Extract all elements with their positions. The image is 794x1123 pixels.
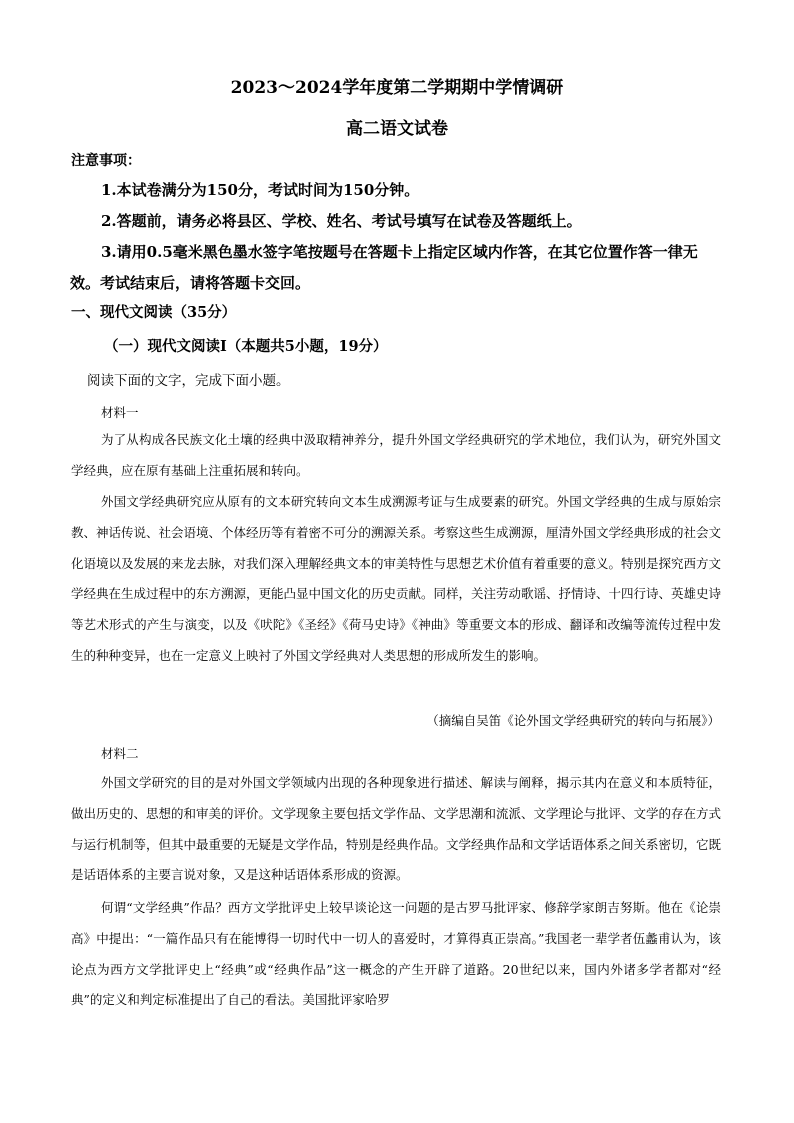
material-1-source: （摘编自吴笛《论外国文学经典研究的转向与拓展》） (426, 713, 720, 728)
material-2-label: 材料二 (101, 746, 139, 761)
notice-item-3: 3.请用0.5毫米黑色墨水签字笔按题号在答题卡上指定区域内作答，在其它位置作答一律无效。考试结束后，请将答题卡交回。 (70, 243, 698, 292)
notice-item-2: 2.答题前，请务必将县区、学校、姓名、考试号填写在试卷及答题纸上。 (101, 212, 582, 230)
material-1-label: 材料一 (101, 405, 139, 420)
section-title: 一、现代文阅读（35分） (71, 304, 237, 321)
subsection-title: （一）现代文阅读Ⅰ（本题共5小题，19分） (104, 338, 388, 355)
document-subtitle: 高二语文试卷 (346, 119, 448, 139)
reading-instruction: 阅读下面的文字，完成下面小题。 (87, 373, 290, 389)
material-2-paragraph-1: 外国文学研究的目的是对外国文学领域内出现的各种现象进行描述、解读与阐释，揭示其内在意义和本质特征，做出历史的、思想的和审美的评价。文学现象主要包括文学作品、文学思潮和流派、文学理论与批评、文学的存在方式与运行机制等，但其中最重要的无疑是文学作品，特别是经典作品。文学经典作品和文学话语体系之间关系密切，它既是话语体系的主要言说对象，又是这种话语体系形成的资源。 (71, 775, 722, 883)
document-title: 2023～2024学年度第二学期期中学情调研 (230, 78, 564, 98)
material-1-paragraph-2: 外国文学经典研究应从原有的文本研究转向文本生成溯源考证与生成要素的研究。外国文学经典的生成与原始宗教、神话传说、社会语境、个体经历等有着密不可分的溯源关系。考察这些生成溯源，厘清外国文学经典形成的社会文化语境以及发展的来龙去脉，对我们深入理解经典文本的审美特性与思想艺术价值有着重要的意义。特别是探究西方文学经典在生成过程中的东方溯源，更能凸显中国文化的历史贡献。同样，关注劳动歌谣、抒情诗、十四行诗、英雄史诗等艺术形式的产生与演变，以及《吠陀》《圣经》《荷马史诗》《神曲》等重要文本的形成、翻译和改编等流传过程中发生的种种变异，也在一定意义上映衬了外国文学经典对人类思想的形成所发生的影响。 (71, 494, 722, 663)
notice-heading: 注意事项： (71, 153, 141, 169)
material-2-paragraph-2: 何谓“文学经典”作品？西方文学批评史上较早谈论这一问题的是古罗马批评家、修辞学家朗吉努斯。他在《论崇高》中提出：“一篇作品只有在能博得一切时代中一切人的喜爱时，才算得真正崇高。”我国老一辈学者伍蠡甫认为，该论点为西方文学批评史上“经典”或“经典作品”这一概念的产生开辟了道路。20世纪以来，国内外诸多学者都对“经典”的定义和判定标准提出了自己的看法。美国批评家哈罗 (71, 900, 721, 1008)
notice-item-1: 1.本试卷满分为150分，考试时间为150分钟。 (101, 181, 420, 199)
material-1-paragraph-1: 为了从构成各民族文化土壤的经典中汲取精神养分，提升外国文学经典研究的学术地位，我们认为，研究外国文学经典，应在原有基础上注重拓展和转向。 (71, 432, 721, 478)
